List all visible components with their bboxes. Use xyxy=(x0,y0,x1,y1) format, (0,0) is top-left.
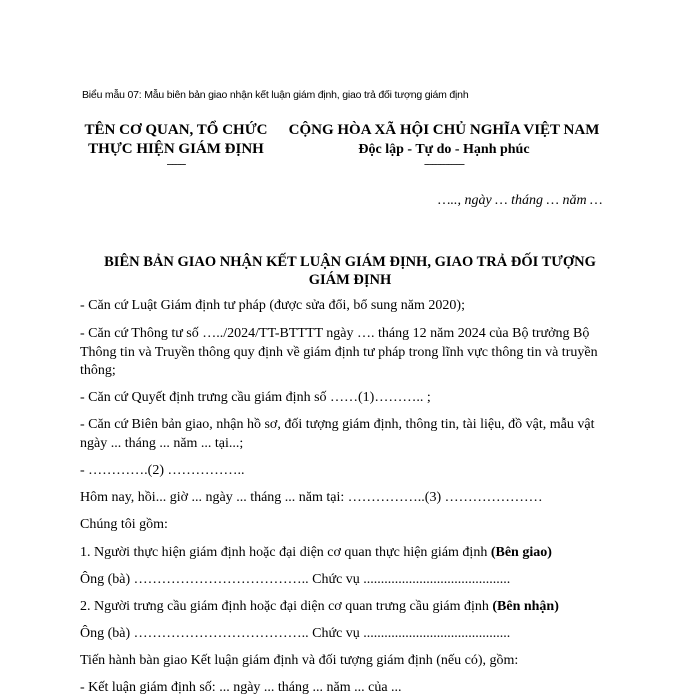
agency-rule: ------- xyxy=(166,158,186,170)
handing-party-label: (Bên giao) xyxy=(490,545,552,560)
receiving-party-text: 2. Người trưng cầu giám định hoặc đại diện cơ quan trưng cầu giám định xyxy=(80,599,493,614)
receiving-party-person: Ông (bà) ……………………………….. Chức vụ .......................................... xyxy=(80,626,511,641)
handing-party-person: Ông (bà) ……………………………….. Chức vụ .......................................... xyxy=(80,572,511,587)
document-title: BIÊN BẢN GIAO NHẬN KẾT LUẬN GIÁM ĐỊNH, GIAO TRẢ ĐỐI TƯỢNG GIÁM ĐỊNH xyxy=(104,254,596,288)
handover-statement: Tiến hành bàn giao Kết luận giám định và đối tượng giám định (nếu có), gồm: xyxy=(80,653,519,668)
date-line: ….., ngày … tháng … năm … xyxy=(438,193,603,208)
agency-name-line1: TÊN CƠ QUAN, TỔ CHỨC xyxy=(84,122,268,138)
meeting-time-place: Hôm nay, hồi... giờ ... ngày ... tháng ... năm tại: ……………..(3) ………………… xyxy=(80,490,543,505)
national-motto: Độc lập - Tự do - Hạnh phúc xyxy=(358,142,530,157)
agency-header xyxy=(78,121,274,169)
participants-heading: Chúng tôi gồm: xyxy=(80,517,168,532)
conclusion-item: - Kết luận giám định số: ... ngày ... tháng ... năm ... của ... xyxy=(80,680,402,695)
receiving-party-heading xyxy=(80,598,618,617)
agency-name-line2: THỰC HIỆN GIÁM ĐỊNH xyxy=(88,141,264,157)
basis-circular: - Căn cứ Thông tư số …../2024/TT-BTTTT ngày …. tháng 12 năm 2024 của Bộ trưởng Bộ Thông tin và Truyền thông quy định về giám định tư pháp trong lĩnh vực thông tin và truyền thông; xyxy=(80,326,598,378)
basis-law: - Căn cứ Luật Giám định tư pháp (được sửa đổi, bổ sung năm 2020); xyxy=(80,298,465,313)
motto-rule: --------------- xyxy=(424,158,464,170)
form-note: Biểu mẫu 07: Mẫu biên bản giao nhận kết luận giám định, giao trả đối tượng giám định xyxy=(82,89,469,101)
receiving-party-label: (Bên nhận) xyxy=(492,599,559,614)
country-name: CỘNG HÒA XÃ HỘI CHỦ NGHĨA VIỆT NAM xyxy=(288,122,600,138)
handing-party-text: 1. Người thực hiện giám định hoặc đại diện cơ quan thực hiện giám định xyxy=(80,545,491,560)
basis-decision: - Căn cứ Quyết định trưng cầu giám định số ……(1)……….. ; xyxy=(80,390,431,405)
basis-other: - ………….(2) …………….. xyxy=(80,463,245,478)
handing-party-heading xyxy=(80,544,618,563)
basis-handover-record: - Căn cứ Biên bản giao, nhận hồ sơ, đối tượng giám định, thông tin, tài liệu, đồ vật, mẫu vật ngày ... tháng ... năm ... tại...; xyxy=(80,417,595,451)
national-header xyxy=(283,121,605,169)
